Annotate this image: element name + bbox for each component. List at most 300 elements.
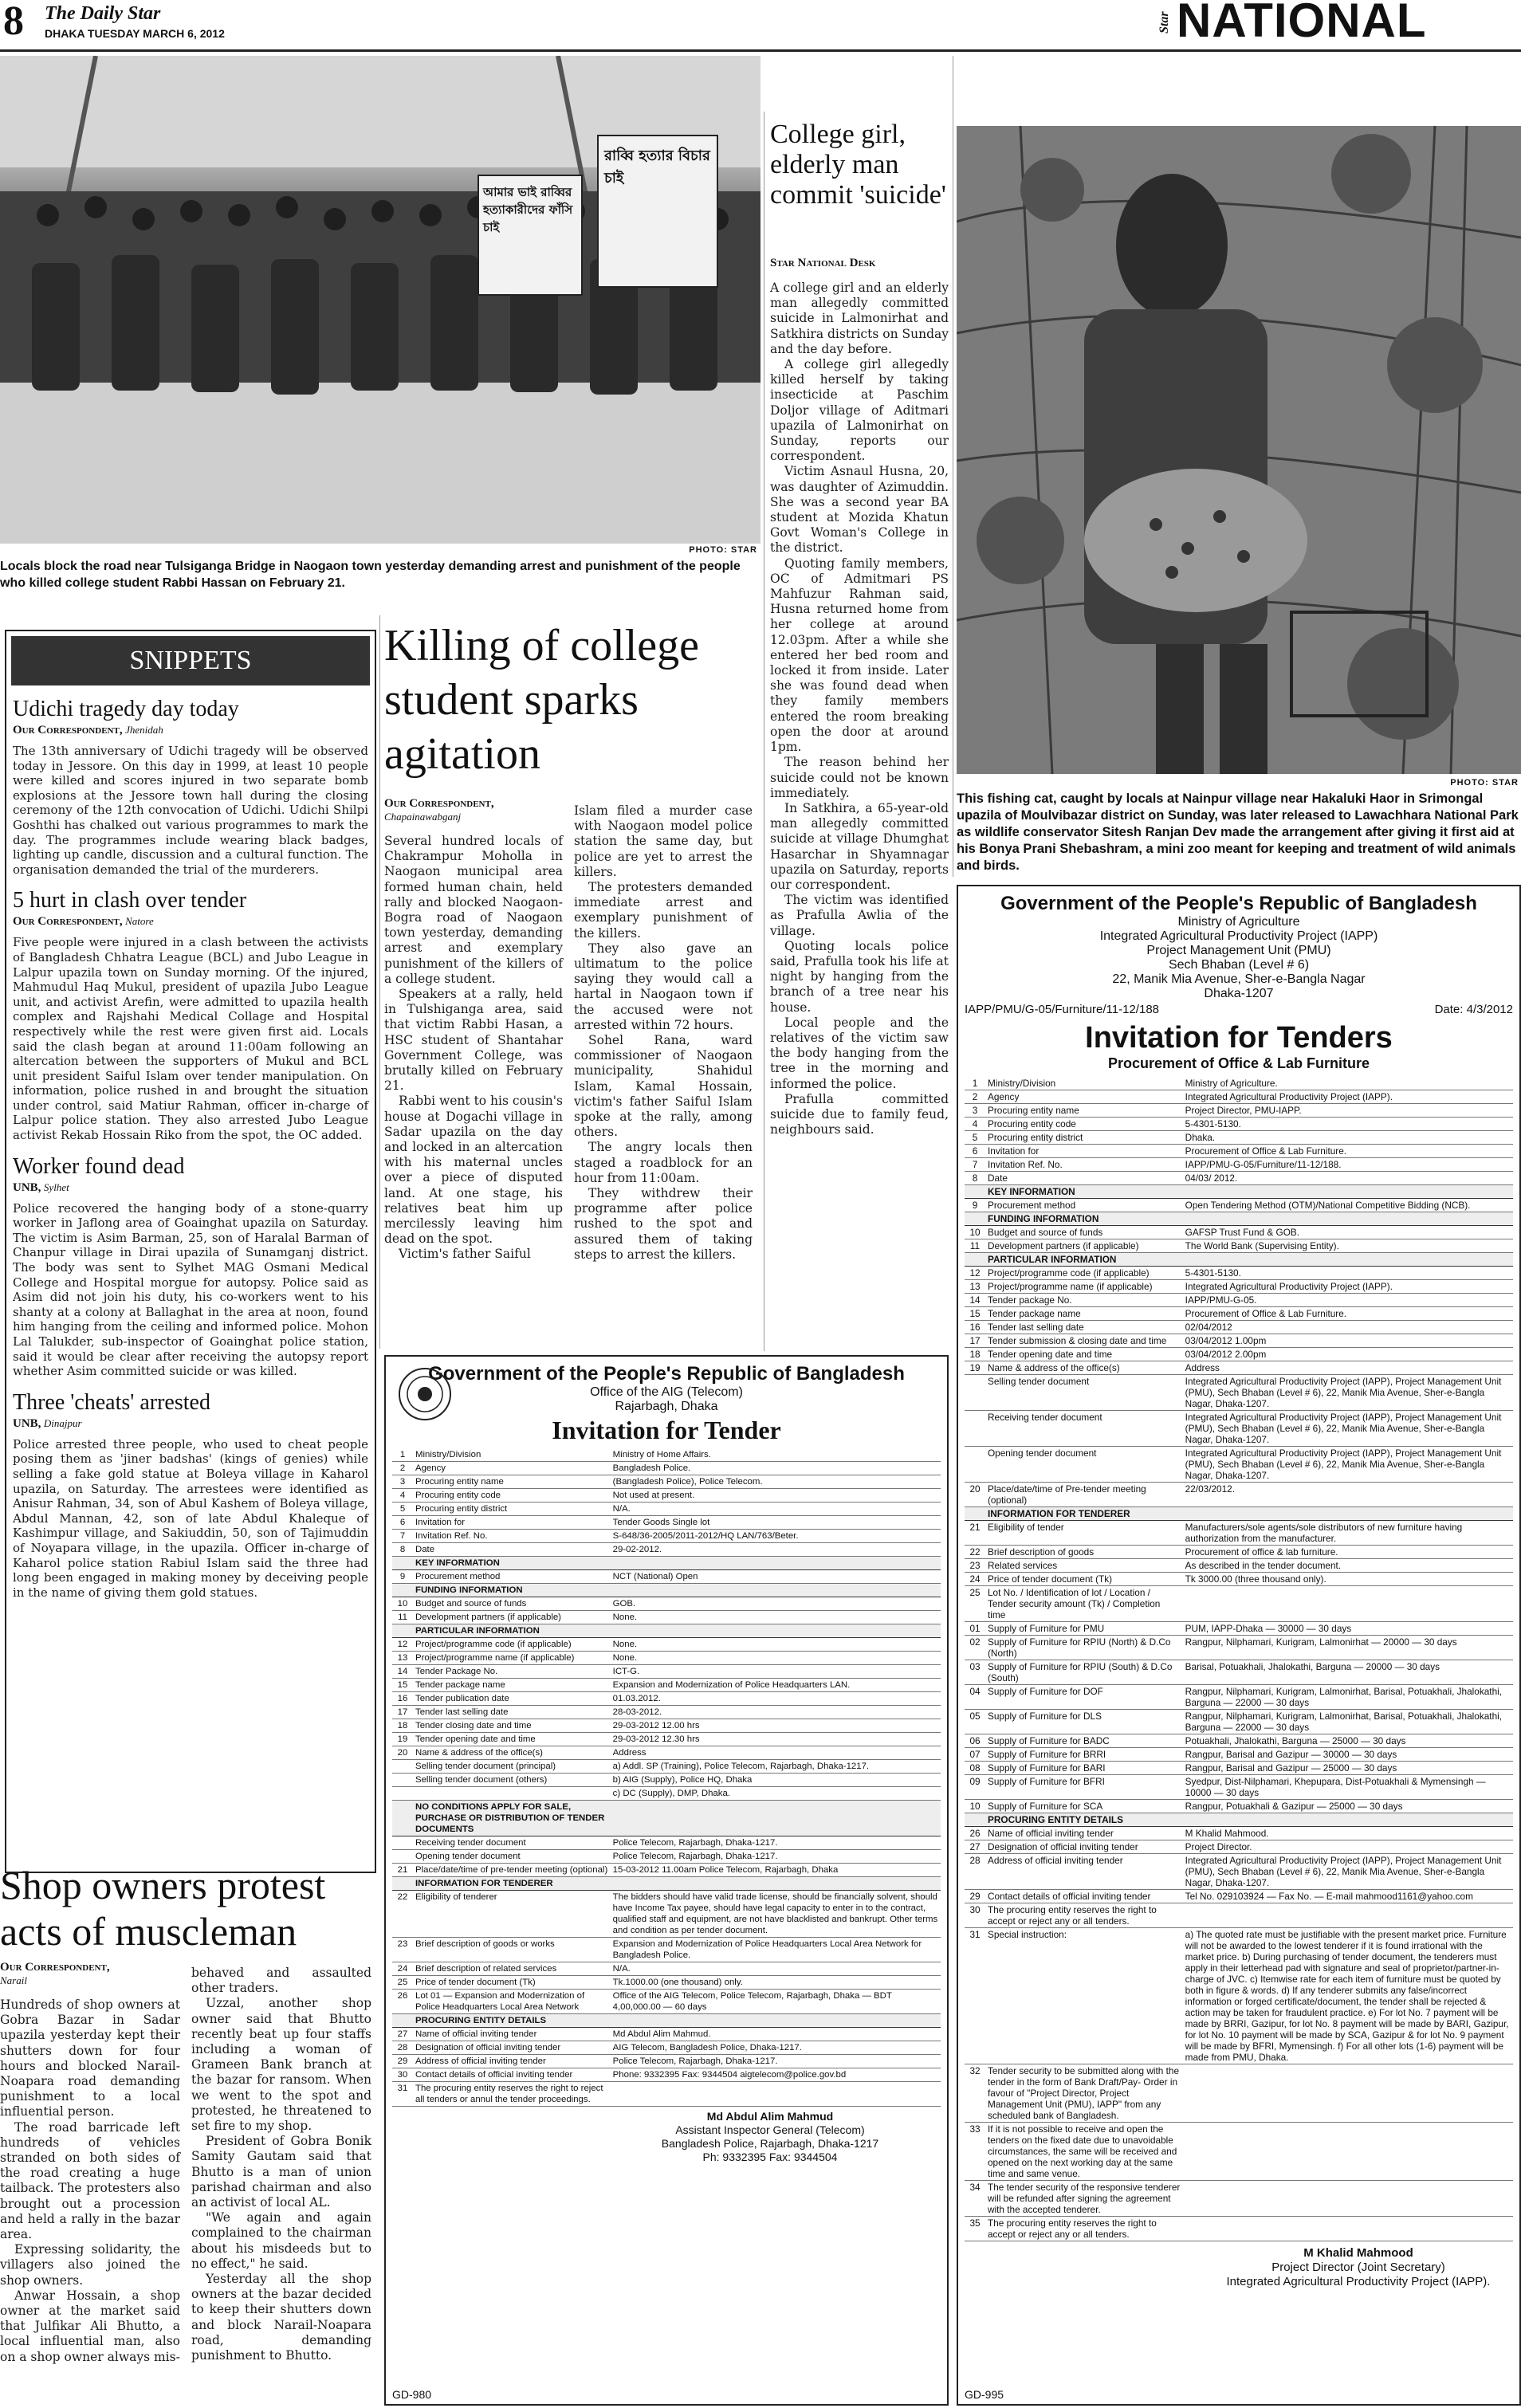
tender-row	[392, 2055, 941, 2068]
tender-cell-value	[1183, 1586, 1513, 1622]
snippet-headline: Three 'cheats' arrested	[13, 1389, 210, 1415]
tender-cell-label: Procuring entity name	[413, 1475, 611, 1489]
snippet-byline	[13, 915, 368, 929]
tender2-sign-title: Project Director (Joint Secretary)	[1271, 2261, 1445, 2274]
shop-place: Narail	[0, 1974, 27, 1986]
tender-cell-number: 26	[392, 1990, 413, 2014]
tender-cell-number	[392, 1801, 413, 1836]
tender-cell-number: 34	[965, 2181, 985, 2217]
photo2-credit: PHOTO: STAR	[1450, 778, 1519, 788]
tender-cell-value: Syedpur, Dist-Nilphamari, Khepupara, Dist-Potuakhali & Mymensingh — 10000 — 30 days	[1183, 1775, 1513, 1800]
tender-cell-value: Police Telecom, Rajarbagh, Dhaka-1217.	[611, 1850, 941, 1864]
tender-cell-value: a) The quoted rate must be justifiable with the present market price. Furniture will not be awarded to the lowest tenderer if it is found irrational with the market price. b) During purchasing of tender document, the tenderers must apply in their letterhead pad with signature and seal of proprietor/partner-in-charge of JVC. c) Itemwise rate for each item of furniture must be quoted by both in figure & words. d) If any tenderer submits any false/incorrect information or forged certificate/document, the tender shall be rejected & action may be taken for fraudulent practice. e) For lot No. 7 payment will be made by BRRI, Gazipur, for lot No. 8 payment will be made by BARI, Gazipur, for lot No. 10 payment will be made by SCA, Gazipur & for lot No. 9 payment will be made by BFRI, Mymensingh. f) For all other lots (1-6) payment will be made from PMU, Dhaka.	[1183, 1928, 1513, 2064]
tender-row	[965, 1636, 1513, 1660]
paragraph: Prafulla committed suicide due to family feud, neighbours said.	[770, 1091, 949, 1137]
paragraph: Victim Asnaul Husna, 20, was daughter of Azimuddin. She was a second year BA student at Mozida Khatun Govt Woman's College in the district.	[770, 464, 949, 556]
tender-cell-value: IAPP/PMU-G-05/Furniture/11-12/188.	[1183, 1158, 1513, 1172]
tender-cell-value	[1183, 2217, 1513, 2241]
tender-cell-label: INFORMATION FOR TENDERER	[413, 1877, 611, 1891]
tender-cell-label: Tender submission & closing date and time	[985, 1334, 1183, 1348]
tender-cell-label: Invitation Ref. No.	[985, 1158, 1183, 1172]
tender-cell-label: Procuring entity code	[413, 1489, 611, 1503]
tender-cell-label: INFORMATION FOR TENDERER	[985, 1507, 1183, 1521]
forest-illustration	[957, 126, 1521, 774]
tender-cell-value	[1183, 2181, 1513, 2217]
tender-cell-number: 12	[392, 1638, 413, 1652]
tender-cell-value	[611, 1877, 941, 1891]
tender-cell-value: The bidders should have valid trade license, should be financially solvent, should have Income Tax payee, should have legal capacity to enter in to the contract, qualified staff and equipment, are not have blacklisted and bankrupt. Other terms and condition as per tender document.	[611, 1891, 941, 1938]
tender-row	[965, 1267, 1513, 1280]
tender-cell-value: 03/04/2012 2.00pm	[1183, 1348, 1513, 1361]
paragraph: behaved and assaulted other traders.	[191, 1966, 371, 1996]
tender-cell-value	[1183, 1903, 1513, 1928]
snippet-text: Five people were injured in a clash between the activists of Bangladesh Chhatra League (BCL) and Jubo League in Lalpur upazila town on Sunday morning. Of the injured, Mahmudul Haq Mukul, president of upazila Jubo League unit, and activist Arefin, were admitted to upazila health complex and Rajshahi Medical Collage and Hospital respectively while the rest were given first aid. Locals said the clash began at around 11:00am following an altercation between the supporters of Mukul and BCL unit president Saiful Islam over tender manipulation. On information, police rushed in and brought the situation under control, said Matiur Rahman, officer in-charge of Lalpur police station. They also arrested Jubo League activist Rekab Hossain Riko from the spot, the OC added.	[13, 935, 368, 1143]
paragraph: Several hundred locals of Chakrampur Mohollа in Naogaon municipal area formed human chain, held rally and blocked Naogaon-Bogra road of Naogaon town yesterday, demanding arrest and exemplary punishment of the killers of a college student.	[384, 834, 563, 986]
paragraph: They also gave an ultimatum to the police saying they would call a hartal in Naogaon town if the accused were not arrested within 72 hours.	[574, 941, 753, 1032]
tender-cell-value: None.	[611, 1638, 941, 1652]
tender-cell-number: 5	[965, 1131, 985, 1145]
tender-row	[965, 1348, 1513, 1361]
tender-cell-value: 5-4301-5130.	[1183, 1118, 1513, 1131]
tender-cell-value: 02/04/2012	[1183, 1321, 1513, 1334]
tender-cell-label: Name of official inviting tender	[985, 1827, 1183, 1840]
tender-cell-number: 23	[392, 1938, 413, 1962]
tender-cell-value: Police Telecom, Rajarbagh, Dhaka-1217.	[611, 1836, 941, 1850]
tender-cell-label: Related services	[985, 1559, 1183, 1573]
tender-cell-value	[611, 1801, 941, 1836]
tender2-title: Invitation for Tenders	[1085, 1021, 1393, 1055]
tender-row	[965, 1775, 1513, 1800]
tender-cell-label: Development partners (if applicable)	[413, 1611, 611, 1624]
tender-cell-value: Integrated Agricultural Productivity Project (IAPP).	[1183, 1280, 1513, 1294]
tender-cell-number: 06	[965, 1734, 985, 1748]
tender-cell-label: Tender opening date and time	[985, 1348, 1183, 1361]
paragraph: Expressing solidarity, the villagers also joined the shop owners.	[0, 2242, 180, 2288]
tender-row	[965, 1077, 1513, 1090]
tender-row	[965, 1840, 1513, 1854]
tender1-title: Invitation for Tender	[552, 1416, 781, 1444]
tender-cell-value: Procurement of Office & Lab Furniture.	[1183, 1145, 1513, 1158]
tender2-ministry: Ministry of Agriculture	[1177, 915, 1300, 929]
tender2-signatory: M Khalid Mahmood	[1303, 2246, 1413, 2260]
tender-cell-value: Md Abdul Alim Mahmud.	[611, 2028, 941, 2041]
tender-cell-value: 03/04/2012 1.00pm	[1183, 1334, 1513, 1348]
tender-cell-number	[965, 1411, 985, 1447]
tender-cell-number: 30	[392, 2068, 413, 2082]
tender-cell-value: Address	[611, 1746, 941, 1760]
tender-row	[965, 1685, 1513, 1710]
paragraph: Yesterday all the shop owners at the bazar decided to keep their shutters down and block Narail-Noapara road, demanding punishment to Bhutto.	[191, 2272, 371, 2363]
tender-cell-number: 13	[392, 1652, 413, 1665]
tender-cell-label: Tender security to be submitted along with the tender in the form of Bank Draft/Pay- Order in favour of "Project Director, Project Management Unit (PMU), IAPP" from any scheduled bank of Bangladesh.	[985, 2064, 1183, 2123]
paragraph: The angry locals then staged a roadblock for an hour from 11:00am.	[574, 1140, 753, 1185]
tender-row	[392, 1665, 941, 1679]
tender-cell-number: 01	[965, 1622, 985, 1636]
snippet-text: The 13th anniversary of Udichi tragedy will be observed today in Jessore. On this day in 1999, at least 10 people were killed and scores injured in two separate bomb explosions at the Jessore town hall during the closing ceremony of the 12th convocation of Udichi. Udichi Shilpi Goshthi has chalked out various programmes to mark the day. The programmes include wearing black badges, lighting up candle, discussion and a cultural function. The organisation demanded the trial of the murderers.	[13, 744, 368, 877]
tender-cell-label: Tender opening date and time	[413, 1733, 611, 1746]
tender-cell-number: 8	[965, 1172, 985, 1185]
shop-byline-text: Our Correspondent,	[0, 1961, 110, 1974]
tender-row	[392, 1462, 941, 1475]
tender-cell-label: Project/programme name (if applicable)	[413, 1652, 611, 1665]
tender2-bhaban: Sech Bhaban (Level # 6)	[1168, 958, 1310, 972]
tender1-gd-number: GD-980	[392, 2388, 432, 2401]
tender-cell-label: Project/programme name (if applicable)	[985, 1280, 1183, 1294]
tender-cell-number	[965, 1212, 985, 1226]
tender-cell-number: 03	[965, 1660, 985, 1685]
tender-cell-label: The tender security of the responsive tenderer will be refunded after signing the agreement with the accepted tenderer.	[985, 2181, 1183, 2217]
tender-cell-number: 31	[965, 1928, 985, 2064]
snippet-text: Police arrested three people, who used to cheat people posing them as 'jiner badshas' (kings of genies) while selling a fake gold statue at Boleya village in Kaharol upazila, on Saturday. The arrestees were identified as Anisur Rahman, 34, son of Abul Kashem of Boleya village, Abdul Mannan, 42, son of late Abdul Khaleque of Kashimpur village, and Sakiuddin, 50, son of Tajimuddin of Noyapara village, in the upazila. Officer in-charge of Kaharol police station Rabiul Islam said the three had long been engaged in making money by deceiving people in the name of giving them gold statues.	[13, 1436, 368, 1600]
tender-cell-value: Manufacturers/sole agents/sole distributors of new furniture having authorization from the manufacturer.	[1183, 1521, 1513, 1546]
tender-cell-value	[611, 1557, 941, 1570]
tender-cell-number: 11	[392, 1611, 413, 1624]
tender-cell-label: Budget and source of funds	[985, 1226, 1183, 1239]
tender-cell-number: 3	[965, 1104, 985, 1118]
tender-cell-number: 4	[392, 1489, 413, 1503]
tender-row	[965, 1521, 1513, 1546]
tender-cell-label: KEY INFORMATION	[413, 1557, 611, 1570]
tender-cell-number	[392, 1584, 413, 1597]
tender2-city: Dhaka-1207	[1204, 987, 1274, 1000]
paragraph: Speakers at a rally, held in Tulshiganga area, said that victim Rabbi Hasan, a HSC student of Shantahar Government College, was brutally killed on February 21.	[384, 987, 563, 1094]
tender2-subtitle: Procurement of Office & Lab Furniture	[1107, 1055, 1370, 1071]
tender-cell-label: Supply of Furniture for RPIU (South) & D.Co (South)	[985, 1660, 1183, 1685]
tender-cell-label: Supply of Furniture for DOF	[985, 1685, 1183, 1710]
tender-cell-number: 14	[392, 1665, 413, 1679]
tender-cell-value	[611, 1624, 941, 1638]
tender-cell-label	[413, 1787, 611, 1801]
tender-row	[392, 1530, 941, 1543]
tender-row	[965, 1411, 1513, 1447]
tender-cell-value: a) Addl. SP (Training), Police Telecom, Rajarbagh, Dhaka-1217.	[611, 1760, 941, 1774]
tender-row	[392, 1611, 941, 1624]
tender-cell-label: Tender closing date and time	[413, 1719, 611, 1733]
tender-cell-label: Eligibility of tenderer	[413, 1891, 611, 1938]
tender-cell-number: 18	[965, 1348, 985, 1361]
tender-cell-value: AIG Telecom, Bangladesh Police, Dhaka-1217.	[611, 2041, 941, 2055]
tender-cell-number: 12	[965, 1267, 985, 1280]
tender-cell-value: 01.03.2012.	[611, 1692, 941, 1706]
tender-cell-value: Integrated Agricultural Productivity Project (IAPP), Project Management Unit (PMU), Sech Bhaban (Level # 6), 22, Manik Mia Avenue, Sher-e-Bangla Nagar, Dhaka-1207.	[1183, 1375, 1513, 1411]
tender2-date: Date: 4/3/2012	[1434, 1003, 1513, 1016]
tender-row	[965, 1321, 1513, 1334]
snippet-byline-text: Our Correspondent,	[13, 915, 123, 929]
tender-cell-value: Tel No. 029103924 — Fax No. — E-mail mahmood1161@yahoo.com	[1183, 1890, 1513, 1903]
tender-row	[392, 1719, 941, 1733]
page-number: 8	[3, 0, 24, 44]
tender-row	[965, 1172, 1513, 1185]
tender-cell-label: Project/programme code (if applicable)	[413, 1638, 611, 1652]
tender-row	[965, 1854, 1513, 1890]
tender-row	[965, 2181, 1513, 2217]
tender-cell-number: 10	[392, 1597, 413, 1611]
tender-cell-label: Procuring entity code	[985, 1118, 1183, 1131]
tender-cell-number: 6	[965, 1145, 985, 1158]
tender-cell-number: 15	[965, 1307, 985, 1321]
tender-cell-value: 29-03-2012 12.30 hrs	[611, 1733, 941, 1746]
tender-row	[392, 1570, 941, 1584]
tender-cell-value: Procurement of office & lab furniture.	[1183, 1546, 1513, 1559]
tender-cell-value: Rangpur, Nilphamari, Kurigram, Lalmonirhat — 20000 — 30 days	[1183, 1636, 1513, 1660]
bangladesh-police-emblem-icon	[397, 1366, 453, 1422]
placard-text-1: আমার ভাই রাব্বির হত্যাকারীদের ফাঁসি চাই	[483, 185, 573, 234]
paragraph: In Satkhira, a 65-year-old man allegedly committed suicide at village Dhumghat Hasarchar in Shyamnagar upazila on Saturday, reports our correspondent.	[770, 800, 949, 892]
tender-row	[392, 1746, 941, 1760]
tender-cell-label: Project/programme code (if applicable)	[985, 1267, 1183, 1280]
tender-cell-value: Tender Goods Single lot	[611, 1516, 941, 1530]
tender-cell-value: The World Bank (Supervising Entity).	[1183, 1239, 1513, 1253]
tender-cell-label: The procuring entity reserves the right to accept or reject any or all tenders.	[985, 1903, 1183, 1928]
tender-cell-value: Project Director.	[1183, 1840, 1513, 1854]
tender-row	[392, 1976, 941, 1990]
tender-cell-label: Designation of official inviting tender	[985, 1840, 1183, 1854]
tender-cell-value	[1183, 1253, 1513, 1267]
tender-cell-number: 11	[965, 1239, 985, 1253]
college-girl-byline-text: Star National Desk	[770, 257, 876, 269]
tender-cell-value: N/A.	[611, 1962, 941, 1976]
tender-row	[392, 1543, 941, 1557]
tender-row	[965, 1131, 1513, 1145]
snippet-place: Dinajpur	[43, 1416, 82, 1429]
tender-row	[965, 1928, 1513, 2064]
tender-cell-value	[1183, 1507, 1513, 1521]
tender-row	[965, 1361, 1513, 1375]
snippet-headline: Worker found dead	[13, 1153, 185, 1179]
tender-cell-label: Lot No. / Identification of lot / Location / Tender security amount (Tk) / Completion time	[985, 1586, 1183, 1622]
tender-cell-label: Supply of Furniture for RPIU (North) & D.Co (North)	[985, 1636, 1183, 1660]
tender-cell-number: 27	[965, 1840, 985, 1854]
tender-cell-value	[1183, 1185, 1513, 1199]
tender1-signature-block	[599, 2110, 941, 2164]
tender-cell-label: Ministry/Division	[985, 1077, 1183, 1090]
tender-row	[392, 2041, 941, 2055]
college-girl-body	[770, 281, 949, 1137]
tender-row	[965, 1212, 1513, 1226]
tender-cell-value: ICT-G.	[611, 1665, 941, 1679]
tender-cell-label: PROCURING ENTITY DETAILS	[413, 2014, 611, 2028]
tender-cell-value: Not used at present.	[611, 1489, 941, 1503]
tender-row	[965, 1158, 1513, 1172]
tender-cell-number: 24	[392, 1962, 413, 1976]
snippet-byline	[13, 724, 368, 737]
tender-cell-value: Project Director, PMU-IAPP.	[1183, 1104, 1513, 1118]
tender-row	[965, 1890, 1513, 1903]
tender-cell-number: 7	[392, 1530, 413, 1543]
tender-cell-value	[611, 2082, 941, 2107]
tender-cell-label: Designation of official inviting tender	[413, 2041, 611, 2055]
tender-cell-number: 6	[392, 1516, 413, 1530]
tender-row	[392, 1652, 941, 1665]
tender-cell-label: Price of tender document (Tk)	[413, 1976, 611, 1990]
tender-cell-label: FUNDING INFORMATION	[985, 1212, 1183, 1226]
tender-cell-label: Invitation Ref. No.	[413, 1530, 611, 1543]
tender-cell-label: Name & address of the office(s)	[413, 1746, 611, 1760]
tender-row	[965, 1226, 1513, 1239]
tender-cell-label: The procuring entity reserves the right to accept or reject any or all tenders.	[985, 2217, 1183, 2241]
paragraph: Anwar Hossain, a shop owner at the market said that Julfikar Ali Bhutto, a local influential man, also on a shop owner always mis-	[0, 2288, 180, 2364]
snippet-place: Sylhet	[43, 1180, 69, 1193]
tender-row	[392, 1787, 941, 1801]
snippet-byline-text: UNB,	[13, 1416, 41, 1430]
tender-row	[392, 1692, 941, 1706]
paragraph: Uzzal, another shop owner said that Bhutto recently beat up four staffs including a woman of Grameen Bank branch at the bazar for ransom. When we went to the spot and protested, he threatened to set fire to my shop.	[191, 1996, 371, 2134]
tender-cell-label: PARTICULAR INFORMATION	[413, 1624, 611, 1638]
tender-row	[392, 1962, 941, 1976]
tender2-govt: Government of the People's Republic of Bangladesh	[1000, 893, 1477, 914]
tender-cell-value: c) DC (Supply), DMP, Dhaka.	[611, 1787, 941, 1801]
tender-row	[965, 2123, 1513, 2181]
tender1-sign-phone: Ph: 9332395 Fax: 9344504	[702, 2151, 838, 2163]
tender-cell-value	[1183, 2064, 1513, 2123]
tender-cell-label: Tender package name	[413, 1679, 611, 1692]
tender-cell-label: Eligibility of tender	[985, 1521, 1183, 1546]
snippets-box	[5, 630, 376, 1873]
tender-cell-value: Phone: 9332395 Fax: 9344504 aigtelecom@police.gov.bd	[611, 2068, 941, 2082]
tender-cell-label: The procuring entity reserves the right to reject all tenders or annul the tender proceedings.	[413, 2082, 611, 2107]
shop-byline	[0, 1961, 175, 1988]
tender-cell-number: 33	[965, 2123, 985, 2181]
tender1-table	[392, 1448, 941, 2107]
tender-cell-number: 19	[392, 1733, 413, 1746]
tender-cell-label: Procuring entity district	[413, 1503, 611, 1516]
tender-row	[965, 2064, 1513, 2123]
tender-cell-number: 05	[965, 1710, 985, 1734]
tender-cell-number: 20	[392, 1746, 413, 1760]
tender-row	[965, 1827, 1513, 1840]
tender-cell-value: Ministry of Agriculture.	[1183, 1077, 1513, 1090]
paragraph: The victim was identified as Prafulla Awlia of the village.	[770, 893, 949, 938]
paragraph: "We again and again complained to the chairman about his misdeeds but to no effect," he said.	[191, 2210, 371, 2271]
protest-photo	[0, 56, 760, 544]
tender-cell-label: Supply of Furniture for BARI	[985, 1762, 1183, 1775]
paragraph: The protesters demanded immediate arrest and exemplary punishment of the killers.	[574, 880, 753, 941]
tender-cell-value: 28-03-2012.	[611, 1706, 941, 1719]
tender-cell-number	[392, 1836, 413, 1850]
tender-cell-label: Opening tender document	[985, 1447, 1183, 1483]
tender-cell-value: Expansion and Modernization of Police Headquarters Local Area Network for Bangladesh Police.	[611, 1938, 941, 1962]
snippet-place: Jhenidah	[125, 724, 163, 736]
tender-cell-label: Selling tender document (principal)	[413, 1760, 611, 1774]
tender-cell-label: Brief description of goods	[985, 1546, 1183, 1559]
masthead-rule	[0, 49, 1521, 52]
tender-cell-value: 04/03/ 2012.	[1183, 1172, 1513, 1185]
tender-row	[965, 1280, 1513, 1294]
tender-cell-label: Selling tender document (others)	[413, 1774, 611, 1787]
tender-cell-value	[611, 1584, 941, 1597]
tender-cell-number: 16	[392, 1692, 413, 1706]
tender-cell-number: 32	[965, 2064, 985, 2123]
tender-cell-label: Lot 01 — Expansion and Modernization of Police Headquarters Local Area Network	[413, 1990, 611, 2014]
tender-cell-number	[965, 1447, 985, 1483]
tender-cell-label: Place/date/time of pre-tender meeting (optional)	[413, 1864, 611, 1877]
tender-cell-value: Police Telecom, Rajarbagh, Dhaka-1217.	[611, 2055, 941, 2068]
tender-cell-label: Contact details of official inviting tender	[413, 2068, 611, 2082]
tender-row	[392, 2014, 941, 2028]
tender-row	[392, 1706, 941, 1719]
tender-row	[965, 1903, 1513, 1928]
tender-cell-label: Tender last selling date	[985, 1321, 1183, 1334]
tender-cell-number: 9	[965, 1199, 985, 1212]
tender-cell-number	[392, 1877, 413, 1891]
tender-cell-value	[1183, 1212, 1513, 1226]
tender-row	[392, 1891, 941, 1938]
tender-cell-label: Place/date/time of Pre-tender meeting (optional)	[985, 1483, 1183, 1507]
paragraph: Victim's father Saiful	[399, 1247, 531, 1262]
killing-col1	[384, 834, 563, 1263]
tender-cell-label: Procurement method	[413, 1570, 611, 1584]
tender-row	[965, 1546, 1513, 1559]
tender-cell-label: Price of tender document (Tk)	[985, 1573, 1183, 1586]
tender-cell-label: Supply of Furniture for BFRI	[985, 1775, 1183, 1800]
tender-row	[965, 1104, 1513, 1118]
tender-cell-value: NCT (National) Open	[611, 1570, 941, 1584]
tender-cell-value: Ministry of Home Affairs.	[611, 1448, 941, 1462]
tender-cell-value: S-648/36-2005/2011-2012/HQ LAN/763/Beter.	[611, 1530, 941, 1543]
tender-cell-label: Brief description of related services	[413, 1962, 611, 1976]
tender-cell-label: Ministry/Division	[413, 1448, 611, 1462]
tender-cell-value: GAFSP Trust Fund & GOB.	[1183, 1226, 1513, 1239]
shop-col2	[191, 1966, 371, 2363]
tender-row	[392, 1850, 941, 1864]
tender2-pmu: Project Management Unit (PMU)	[1146, 944, 1331, 957]
tender-cell-number	[392, 1557, 413, 1570]
tender1-govt: Government of the People's Republic of Bangladesh	[428, 1363, 905, 1385]
tender-cell-value: Barisal, Potuakhali, Jhalokathi, Barguna — 20000 — 30 days	[1183, 1660, 1513, 1685]
tender1-address: Rajarbagh, Dhaka	[615, 1400, 718, 1413]
tender-row	[965, 1185, 1513, 1199]
tender-cell-number: 22	[392, 1891, 413, 1938]
tender-cell-number: 1	[965, 1077, 985, 1090]
paragraph: Quoting family members, OC of Admitmari PS Mahfuzur Rahman said, Husna returned home from her college at around 12.03pm. After a while she entered her bed room and locked it from inside. Later she was found dead when they family members entered the room breaking open the door at around 1pm.	[770, 556, 949, 755]
tender-cell-label: Date	[985, 1172, 1183, 1185]
tender2-ref-row	[965, 1003, 1513, 1016]
tender-cell-value: 22/03/2012.	[1183, 1483, 1513, 1507]
tender-cell-number: 27	[392, 2028, 413, 2041]
tender-cell-label: Address of official inviting tender	[985, 1854, 1183, 1890]
tender-cell-label: PARTICULAR INFORMATION	[985, 1253, 1183, 1267]
tender-cell-label: Date	[413, 1543, 611, 1557]
tender-cell-number	[392, 1787, 413, 1801]
tender-cell-number: 18	[392, 1719, 413, 1733]
tender-row	[392, 1557, 941, 1570]
placard-text-2: রাব্বি হত্যার বিচার চাই	[604, 147, 710, 187]
tender-cell-label: Name & address of the office(s)	[985, 1361, 1183, 1375]
killing-byline	[384, 797, 560, 824]
snippet-text: Police recovered the hanging body of a stone-quarry worker in Jaflong area of Goainghat upazila on Saturday. The victim is Asim Barman, 25, son of Haralal Barman of Chanpur village in Dirai upazila of Sunamganj district. The body was sent to Sylhet MAG Osmani Medical College and Hospital morgue for autopsy. Police said as Asim did not join his duty, his co-workers went to his shanty at a colony at Ballaghat in the area at noon, found him hanging from the ceiling and informed police. Mohon Lal Talukder, sub-inspector of Goainghat police station, said it would be clear after receiving the autopsy report whether Asim committed suicide or was killed.	[13, 1200, 368, 1379]
tender-cell-value: Integrated Agricultural Productivity Project (IAPP), Project Management Unit (PMU), Sech Bhaban (Level # 6), 22, Manik Mia Avenue, Sher-e-Bangla Nagar, Dhaka-1207.	[1183, 1447, 1513, 1483]
tender-row	[965, 1762, 1513, 1775]
tender-cell-number: 07	[965, 1748, 985, 1762]
paragraph: The road barricade left hundreds of vehicles stranded on both sides of the road creating a huge tailback. The protesters also brought out a procession and held a rally in the bazar area.	[0, 2119, 180, 2242]
tender-cell-value: M Khalid Mahmood.	[1183, 1827, 1513, 1840]
tender-row	[965, 2217, 1513, 2241]
tender-row	[965, 1118, 1513, 1131]
tender-cell-number	[965, 1253, 985, 1267]
tender-row	[965, 1559, 1513, 1573]
tender-row	[392, 1990, 941, 2014]
tender-cell-number: 2	[965, 1090, 985, 1104]
tender-cell-value: Address	[1183, 1361, 1513, 1375]
tender2-table	[965, 1077, 1513, 2241]
tender-cell-value: Rangpur, Potuakhali & Gazipur — 25000 — 30 days	[1183, 1800, 1513, 1813]
tender-cell-number: 29	[392, 2055, 413, 2068]
tender-row	[965, 1239, 1513, 1253]
paragraph: A college girl and an elderly man allegedly committed suicide in Lalmonirhat and Satkhira districts on Sunday and the day before.	[770, 281, 949, 356]
tender-cell-label: Tender last selling date	[413, 1706, 611, 1719]
tender-row	[392, 1489, 941, 1503]
snippet-byline-text: UNB,	[13, 1180, 41, 1194]
